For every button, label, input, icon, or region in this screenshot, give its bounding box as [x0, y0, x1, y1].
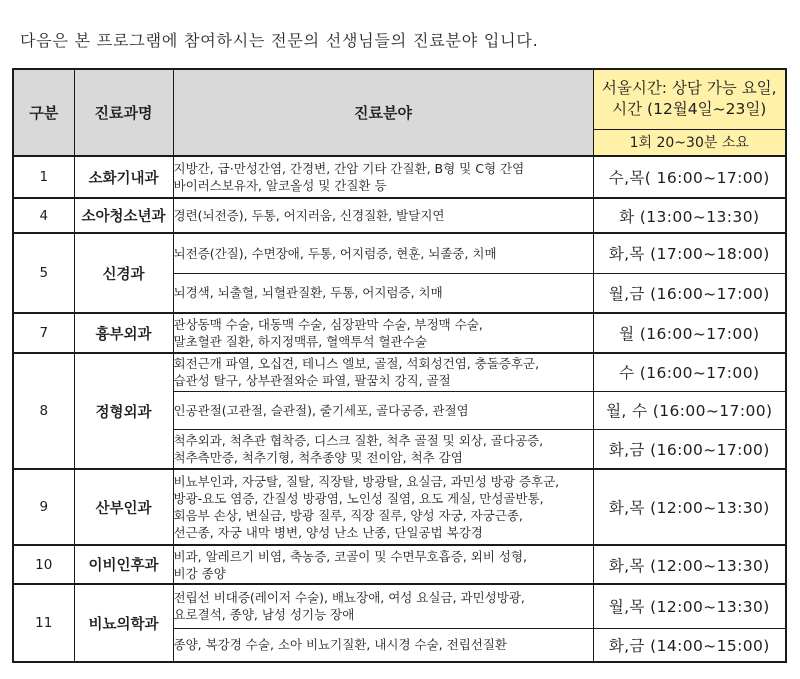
table-row: [13, 469, 786, 545]
header-specialty: 진료분야: [173, 69, 593, 156]
row-number: 5: [13, 233, 74, 313]
department-name: 정형외과: [74, 353, 173, 469]
row-number: 1: [13, 156, 74, 198]
header-row: [13, 69, 786, 129]
row-number: 4: [13, 198, 74, 233]
specialty-cell: [173, 273, 593, 313]
row-number: 10: [13, 545, 74, 584]
schedule-time: 화,목 (17:00~18:00): [593, 233, 786, 273]
table-row: [13, 233, 786, 273]
department-name: 신경과: [74, 233, 173, 313]
specialty-line: 선근종, 자궁 내막 병변, 양성 난소 난종, 단일공법 복강경: [173, 525, 483, 540]
specialty-line: 회전근개 파열, 오십견, 테니스 엘보, 골절, 석회성건염, 충돌증후군,: [173, 356, 540, 372]
schedule-time: 화 (13:00~13:30): [593, 198, 786, 233]
specialty-line: 비뇨부인과, 자궁탈, 질탈, 직장탈, 방광탈, 요실금, 과민성 방광 증후군,: [173, 474, 560, 489]
specialty-line: 척추외과, 척추관 협착증, 디스크 질환, 척추 골절 및 외상, 골다공증,: [173, 432, 544, 448]
specialty-line: 뇌전증(간질), 수면장애, 두통, 어지럼증, 현훈, 뇌졸중, 치매: [173, 245, 497, 261]
specialty-cell: [173, 313, 593, 353]
specialty-line: 비강 종양: [173, 565, 226, 581]
specialty-line: 전립선 비대증(레이저 수술), 배뇨장애, 여성 요실금, 과민성방광,: [173, 590, 525, 606]
schedule-time: 화,금 (16:00~17:00): [593, 429, 786, 469]
schedule-time: 월,목 (12:00~13:30): [593, 584, 786, 628]
header-schedule: [593, 69, 786, 129]
row-number: 11: [13, 584, 74, 662]
intro-text: 다음은 본 프로그램에 참여하시는 전문의 선생님들의 진료분야 입니다.: [20, 31, 539, 50]
specialty-line: 뇌경색, 뇌출혈, 뇌혈관질환, 두통, 어지럼증, 치매: [173, 285, 443, 301]
specialty-cell: [173, 353, 593, 391]
department-name: 흉부외과: [74, 313, 173, 353]
specialty-cell: [173, 233, 593, 273]
specialty-line: 관상동맥 수술, 대동맥 수술, 심장판막 수술, 부정맥 수술,: [173, 317, 483, 332]
table-row: [13, 156, 786, 198]
department-name: 비뇨의학과: [74, 584, 173, 662]
specialty-line: 척추측만증, 척추기형, 척추종양 및 전이암, 척추 감염: [173, 449, 463, 465]
header-department: 진료과명: [74, 69, 173, 156]
specialty-line: 비과, 알레르기 비염, 축농증, 코골이 및 수면무호흡증, 외비 성형,: [173, 548, 528, 564]
specialty-cell: [173, 545, 593, 584]
row-number: 8: [13, 353, 74, 469]
specialty-cell: [173, 469, 593, 545]
row-number: 7: [13, 313, 74, 353]
specialty-line: 방광-요도 염증, 간질성 방광염, 노인성 질염, 요도 게실, 만성골반통,: [173, 491, 544, 506]
header-schedule-note: 1회 20~30분 소요: [593, 129, 786, 156]
schedule-time: 수,목( 16:00~17:00): [593, 156, 786, 198]
schedule-time: 화,금 (14:00~15:00): [593, 628, 786, 662]
specialty-cell: [173, 198, 593, 233]
schedule-time: 화,목 (12:00~13:30): [593, 469, 786, 545]
department-name: 이비인후과: [74, 545, 173, 584]
department-name: 소화기내과: [74, 156, 173, 198]
header-category: 구분: [13, 69, 74, 156]
specialty-schedule-table: [12, 68, 787, 663]
specialty-cell: [173, 429, 593, 469]
table-row: [13, 353, 786, 391]
header-schedule-line: 시간 (12월4일~23일): [612, 100, 767, 119]
specialty-line: 지방간, 급·만성간염, 간경변, 간암 기타 간질환, B형 및 C형 간염: [173, 161, 525, 176]
specialty-line: 바이러스보유자, 알코올성 및 간질환 등: [173, 178, 387, 193]
table-row: [13, 545, 786, 584]
header-schedule-line: 서울시간: 상담 가능 요일,: [601, 79, 777, 98]
specialty-cell: [173, 391, 593, 429]
specialty-cell: [173, 156, 593, 198]
specialty-line: 종양, 복강경 수술, 소아 비뇨기질환, 내시경 수술, 전립선질환: [173, 637, 508, 653]
schedule-time: 월 (16:00~17:00): [593, 313, 786, 353]
specialty-cell: [173, 584, 593, 628]
schedule-time: 수 (16:00~17:00): [593, 353, 786, 391]
table-row: [13, 584, 786, 628]
table-row: [13, 313, 786, 353]
specialty-line: 습관성 탈구, 상부관절와순 파열, 팔꿈치 강직, 골절: [173, 373, 451, 389]
specialty-line: 요로결석, 종양, 남성 성기능 장애: [173, 607, 355, 623]
schedule-time: 화,목 (12:00~13:30): [593, 545, 786, 584]
schedule-time: 월,금 (16:00~17:00): [593, 273, 786, 313]
specialty-line: 경련(뇌전증), 두통, 어지러움, 신경질환, 발달지연: [173, 208, 445, 223]
department-name: 소아청소년과: [74, 198, 173, 233]
specialty-line: 인공관절(고관절, 슬관절), 줄기세포, 골다공증, 관절염: [173, 402, 469, 418]
table-row: [13, 198, 786, 233]
department-name: 산부인과: [74, 469, 173, 545]
row-number: 9: [13, 469, 74, 545]
specialty-line: 회음부 손상, 변실금, 방광 질루, 직장 질루, 양성 자궁, 자궁근종,: [173, 508, 523, 523]
specialty-cell: [173, 628, 593, 662]
specialty-line: 말초혈관 질환, 하지정맥류, 혈액투석 혈관수술: [173, 334, 427, 349]
schedule-time: 월, 수 (16:00~17:00): [593, 391, 786, 429]
